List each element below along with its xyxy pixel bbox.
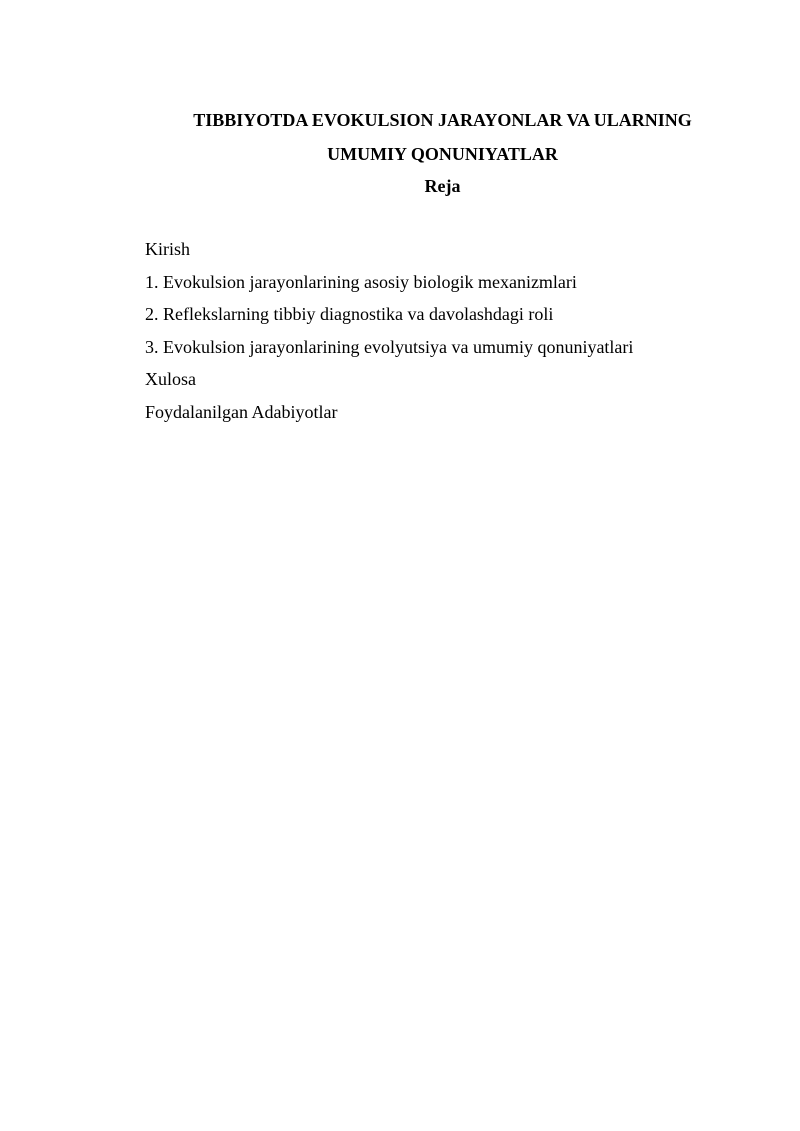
outline-item-references: Foydalanilgan Adabiyotlar	[145, 401, 338, 422]
plan-outline	[145, 238, 745, 433]
document-title-line-2: UMUMIY QONUNIYATLAR	[327, 144, 558, 164]
outline-item-1: 1. Evokulsion jarayonlarining asosiy biologik mexanizmlari	[145, 271, 577, 292]
outline-item-conclusion: Xulosa	[145, 369, 196, 389]
plan-heading: Reja	[424, 176, 461, 196]
outline-item-3: 3. Evokulsion jarayonlarining evolyutsiya va umumiy qonuniyatlari	[145, 336, 634, 357]
outline-item-introduction: Kirish	[145, 239, 190, 259]
outline-item-2: 2. Reflekslarning tibbiy diagnostika va davolashdagi roli	[145, 304, 554, 324]
document-title-line-1: TIBBIYOTDA EVOKULSION JARAYONLAR VA ULARNING	[193, 110, 692, 130]
